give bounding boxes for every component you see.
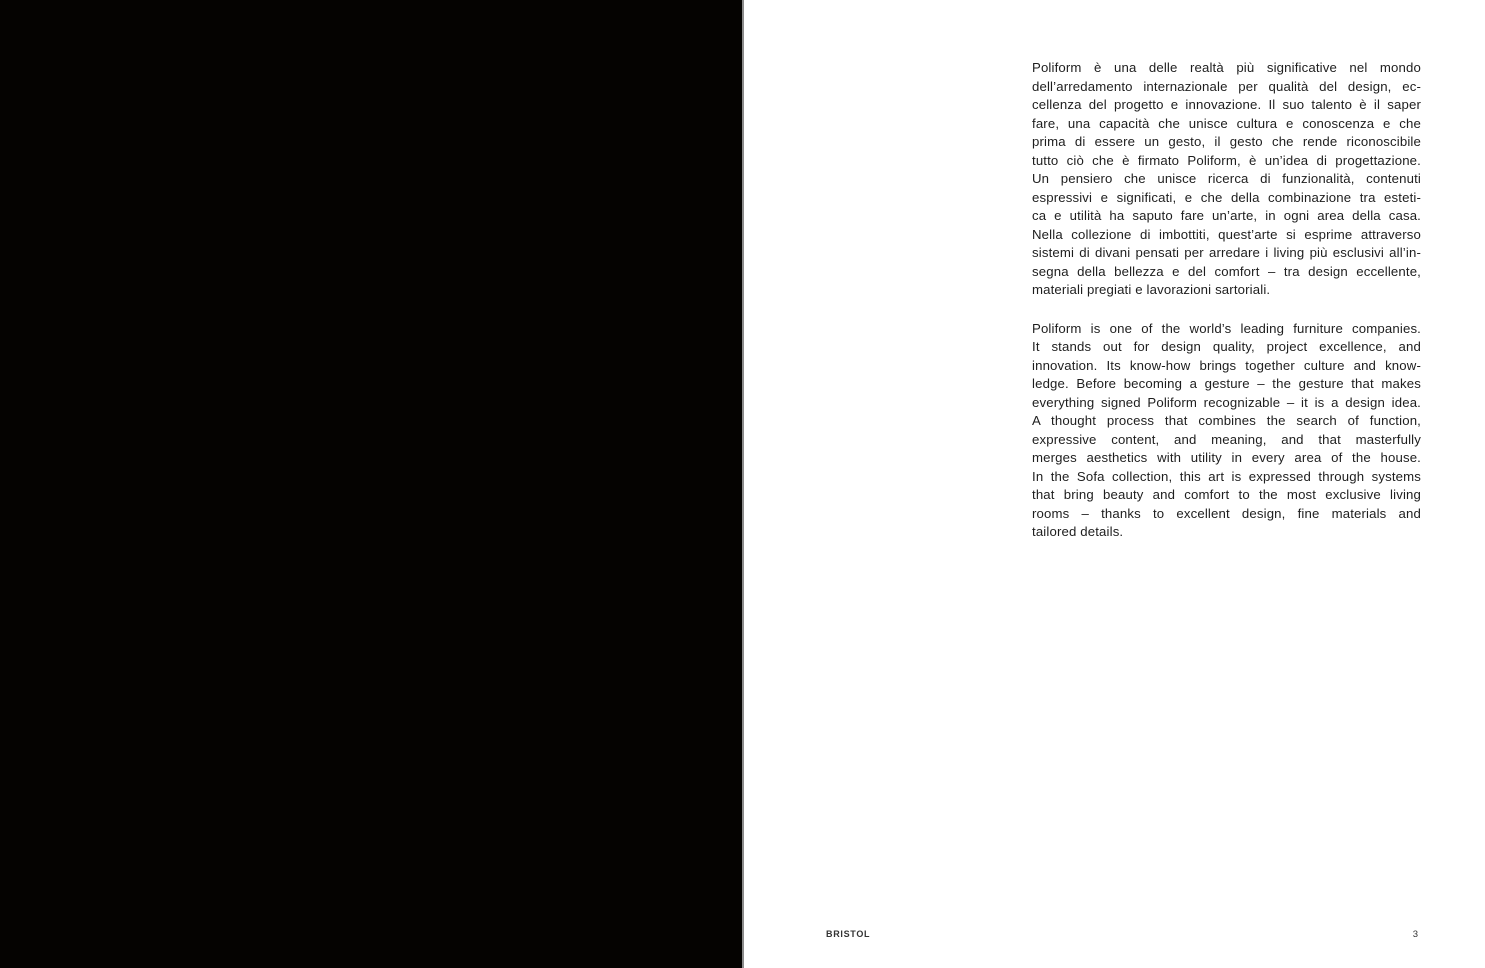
text-line: expressive content, and meaning, and that masterfully (1032, 431, 1421, 447)
text-line: segna della bellezza e del comfort – tra design eccellente, (1032, 263, 1421, 279)
text-line: sistemi di divani pensati per arredare i living più esclusivi all’in- (1032, 245, 1421, 260)
text-line: Poliform is one of the world’s leading furniture companies. (1032, 320, 1421, 336)
text-line: that bring beauty and comfort to the most exclusive living (1032, 487, 1421, 502)
left-black-page (0, 0, 742, 968)
text-line: Nella collezione di imbottiti, quest’arte si esprime attraverso (1032, 226, 1421, 242)
intro-paragraph-english (1032, 320, 1421, 542)
text-line: It stands out for design quality, project excellence, and (1032, 339, 1421, 354)
text-line: tutto ciò che è firmato Poliform, è un’idea di progettazione. (1032, 152, 1421, 168)
text-line: Poliform è una delle realtà più significative nel mondo (1032, 60, 1421, 75)
page-number: 3 (1412, 929, 1418, 940)
text-line: rooms – thanks to excellent design, fine materials and (1032, 505, 1421, 521)
text-line: everything signed Poliform recognizable – it is a design idea. (1032, 394, 1421, 410)
text-line: Un pensiero che unisce ricerca di funzionalità, contenuti (1032, 171, 1421, 186)
intro-text-block (1032, 59, 1421, 542)
text-line: A thought process that combines the search of function, (1032, 413, 1421, 428)
text-line: fare, una capacità che unisce cultura e conoscenza e che (1032, 115, 1421, 131)
text-line: ca e utilità ha saputo fare un’arte, in ogni area della casa. (1032, 208, 1421, 223)
text-line: tailored details. (1032, 524, 1124, 539)
right-text-page (744, 0, 1485, 968)
text-line: merges aesthetics with utility in every area of the house. (1032, 450, 1421, 465)
text-line: espressivi e significati, e che della combinazione tra esteti- (1032, 189, 1421, 205)
text-line: In the Sofa collection, this art is expressed through systems (1032, 468, 1421, 484)
text-line: cellenza del progetto e innovazione. Il suo talento è il saper (1032, 97, 1421, 112)
intro-paragraph-italian (1032, 59, 1421, 300)
text-line: innovation. Its know-how brings together culture and know- (1032, 357, 1421, 373)
collection-name-label: BRISTOL (826, 929, 871, 939)
text-line: prima di essere un gesto, il gesto che rende riconoscibile (1032, 134, 1421, 149)
text-line: dell’arredamento internazionale per qualità del design, ec- (1032, 78, 1421, 94)
text-line: ledge. Before becoming a gesture – the gesture that makes (1032, 376, 1421, 391)
text-line: materiali pregiati e lavorazioni sartoriali. (1032, 282, 1271, 297)
